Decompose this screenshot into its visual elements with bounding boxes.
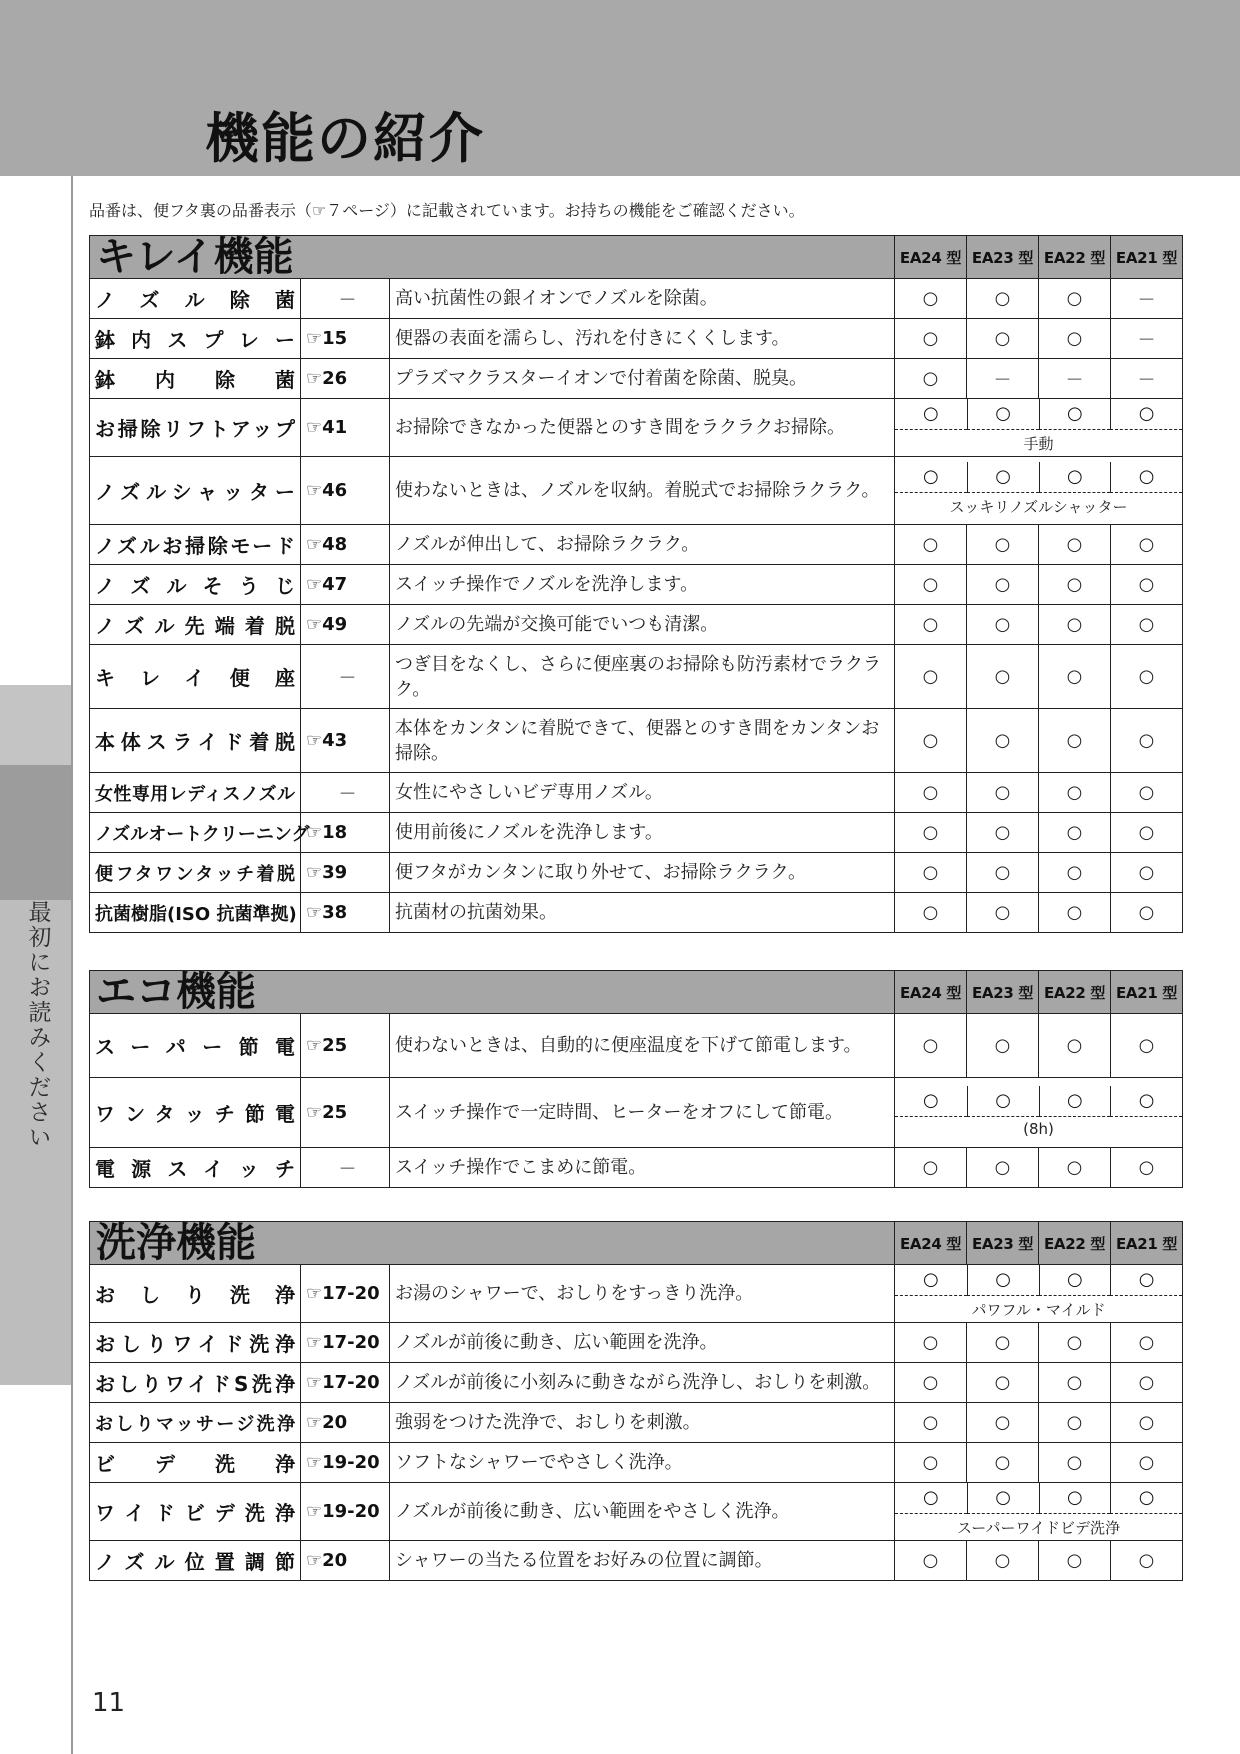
availability-mark: ○ [1110, 1483, 1182, 1514]
page-reference: ☞48 [301, 525, 390, 565]
availability-mark: ○ [895, 1014, 967, 1078]
availability-mark: ○ [895, 605, 967, 645]
feature-row [90, 1078, 1183, 1148]
feature-description: ノズルが前後に動き、広い範囲を洗浄。 [390, 1323, 895, 1363]
availability-mark: － [1111, 279, 1183, 319]
model-availability-group [895, 399, 1183, 457]
page-reference: ☞49 [301, 605, 390, 645]
availability-mark: ○ [967, 893, 1039, 933]
page-reference: ☞18 [301, 813, 390, 853]
availability-mark: ○ [895, 813, 967, 853]
feature-row [90, 893, 1183, 933]
availability-mark: ○ [895, 279, 967, 319]
availability-mark: ○ [1110, 1086, 1182, 1117]
availability-mark: ○ [1111, 853, 1183, 893]
availability-note: パワフル・マイルド [971, 1301, 1106, 1319]
model-header: EA21 型 [1111, 1222, 1183, 1265]
feature-row [90, 773, 1183, 813]
feature-name: ワンタッチ節電 [90, 1078, 301, 1148]
feature-table-wash [89, 1221, 1183, 1581]
intro-text: 品番は、便フタ裏の品番表示（☞７ページ）に記載されています。お持ちの機能をご確認ください。 [89, 201, 805, 220]
feature-description: 強弱をつけた洗浄で、おしりを刺激。 [390, 1403, 895, 1443]
page-reference: ☞17-20 [301, 1323, 390, 1363]
availability-mark: ○ [1039, 1403, 1111, 1443]
feature-description: スイッチ操作でノズルを洗浄します。 [390, 565, 895, 605]
availability-mark: ○ [1111, 813, 1183, 853]
availability-mark: ○ [1111, 645, 1183, 709]
availability-mark: ○ [1039, 813, 1111, 853]
availability-mark: ○ [1110, 1265, 1182, 1296]
model-header: EA23 型 [967, 971, 1039, 1014]
feature-name: スーパー節電 [90, 1014, 301, 1078]
availability-mark: ○ [967, 645, 1039, 709]
feature-row [90, 1363, 1183, 1403]
availability-mark: ○ [895, 1148, 967, 1188]
section-rows [90, 1014, 1183, 1188]
availability-mark: ○ [967, 1403, 1039, 1443]
feature-description: ノズルの先端が交換可能でいつも清潔。 [390, 605, 895, 645]
feature-name: おしり洗浄 [90, 1265, 301, 1323]
model-header: EA24 型 [895, 1222, 967, 1265]
feature-name: 鉢内スプレー [90, 319, 301, 359]
availability-mark: － [1111, 319, 1183, 359]
availability-mark: ○ [1111, 1403, 1183, 1443]
feature-name: おしりワイドS洗浄 [90, 1363, 301, 1403]
model-header: EA24 型 [895, 971, 967, 1014]
page-reference: ☞20 [301, 1403, 390, 1443]
availability-mark: ○ [967, 1443, 1039, 1483]
availability-mark: ○ [895, 1265, 967, 1296]
feature-name: ノズルシャッター [90, 457, 301, 525]
model-header: EA23 型 [967, 236, 1039, 279]
feature-name: 便フタワンタッチ着脱 [90, 853, 301, 893]
availability-note: スッキリノズルシャッター [949, 498, 1128, 516]
availability-mark: ○ [895, 462, 967, 493]
availability-mark: ○ [1039, 565, 1111, 605]
availability-mark: ○ [1039, 893, 1111, 933]
feature-row [90, 813, 1183, 853]
availability-mark: ○ [967, 709, 1039, 773]
page-reference: ☞17-20 [301, 1265, 390, 1323]
availability-mark: ○ [1111, 893, 1183, 933]
availability-mark: ○ [1111, 1323, 1183, 1363]
availability-grid [895, 399, 1182, 456]
page-title: 機能の紹介 [205, 107, 485, 170]
availability-mark: ○ [967, 1265, 1039, 1296]
availability-note: (8h) [1023, 1119, 1054, 1138]
availability-mark: ○ [967, 462, 1039, 493]
feature-table-eco [89, 970, 1183, 1188]
model-availability-group [895, 1078, 1183, 1148]
feature-row [90, 1483, 1183, 1541]
feature-description: 抗菌材の抗菌効果。 [390, 893, 895, 933]
model-header: EA22 型 [1039, 1222, 1111, 1265]
feature-name: ワイドビデ洗浄 [90, 1483, 301, 1541]
availability-grid [895, 1086, 1182, 1140]
feature-name: ノズルオートクリーニング [90, 813, 301, 853]
page-reference: ☞39 [301, 853, 390, 893]
availability-mark: ○ [1111, 1541, 1183, 1581]
feature-name: キレイ便座 [90, 645, 301, 709]
availability-mark: － [1111, 359, 1183, 399]
feature-description: ノズルが前後に小刻みに動きながら洗浄し、おしりを刺激。 [390, 1363, 895, 1403]
availability-mark: ○ [895, 893, 967, 933]
feature-row [90, 1265, 1183, 1323]
section-rows [90, 279, 1183, 933]
availability-mark: ○ [1039, 1014, 1111, 1078]
page-reference: － [301, 645, 390, 709]
feature-row [90, 1148, 1183, 1188]
availability-mark: ○ [1039, 525, 1111, 565]
feature-row [90, 457, 1183, 525]
feature-description: ノズルが前後に動き、広い範囲をやさしく洗浄。 [390, 1483, 895, 1541]
feature-description: 高い抗菌性の銀イオンでノズルを除菌。 [390, 279, 895, 319]
feature-name: ノズルそうじ [90, 565, 301, 605]
availability-mark: ○ [967, 1363, 1039, 1403]
feature-name: 本体スライド着脱 [90, 709, 301, 773]
model-header: EA24 型 [895, 236, 967, 279]
page-reference: － [301, 773, 390, 813]
feature-name: ビデ洗浄 [90, 1443, 301, 1483]
availability-mark: ○ [967, 1483, 1039, 1514]
availability-mark: ○ [1111, 1363, 1183, 1403]
availability-mark: ○ [1039, 1148, 1111, 1188]
section-title: 洗浄機能 [90, 1222, 895, 1265]
feature-description: お湯のシャワーで、おしりをすっきり洗浄。 [390, 1265, 895, 1323]
availability-mark: － [967, 359, 1039, 399]
availability-mark: ○ [967, 1014, 1039, 1078]
availability-mark: ○ [1111, 1443, 1183, 1483]
availability-mark: ○ [895, 359, 967, 399]
section-title: エコ機能 [90, 971, 895, 1014]
availability-mark: ○ [895, 773, 967, 813]
availability-mark: ○ [895, 1541, 967, 1581]
availability-mark: ○ [1039, 1265, 1111, 1296]
header-band [0, 0, 1240, 176]
availability-mark: ○ [1039, 1541, 1111, 1581]
page-reference: ☞46 [301, 457, 390, 525]
availability-mark: ○ [1039, 1086, 1111, 1117]
page-reference: － [301, 1148, 390, 1188]
availability-mark: ○ [895, 1363, 967, 1403]
feature-description: 使用前後にノズルを洗浄します。 [390, 813, 895, 853]
section-title: キレイ機能 [90, 236, 895, 279]
feature-row [90, 279, 1183, 319]
availability-mark: ○ [1111, 1148, 1183, 1188]
availability-mark: ○ [1039, 399, 1111, 430]
availability-note: 手動 [1023, 435, 1054, 453]
availability-mark: ○ [895, 565, 967, 605]
feature-name: 女性専用レディスノズル [90, 773, 301, 813]
side-tab [0, 765, 71, 900]
availability-mark: ○ [895, 399, 967, 430]
availability-mark: ○ [1039, 853, 1111, 893]
availability-mark: ○ [967, 279, 1039, 319]
feature-name: ノズル位置調節 [90, 1541, 301, 1581]
page-reference: ☞17-20 [301, 1363, 390, 1403]
availability-mark: ○ [1111, 565, 1183, 605]
availability-mark: ○ [1111, 709, 1183, 773]
feature-description: ノズルが伸出して、お掃除ラクラク。 [390, 525, 895, 565]
feature-row [90, 1541, 1183, 1581]
margin-line [71, 176, 73, 1754]
feature-row [90, 1323, 1183, 1363]
feature-description: プラズマクラスターイオンで付着菌を除菌、脱臭。 [390, 359, 895, 399]
availability-mark: ○ [1039, 1443, 1111, 1483]
page-reference: ☞19-20 [301, 1443, 390, 1483]
feature-row [90, 565, 1183, 605]
availability-mark: ○ [967, 773, 1039, 813]
availability-mark: ○ [967, 1323, 1039, 1363]
feature-row [90, 709, 1183, 773]
availability-mark: ○ [895, 319, 967, 359]
feature-description: つぎ目をなくし、さらに便座裏のお掃除も防汚素材でラクラク。 [390, 645, 895, 709]
availability-mark: ○ [1039, 645, 1111, 709]
availability-mark: ○ [1039, 1483, 1111, 1514]
availability-mark: ○ [967, 319, 1039, 359]
feature-description: 本体をカンタンに着脱できて、便器とのすき間をカンタンお掃除。 [390, 709, 895, 773]
availability-mark: ○ [967, 1541, 1039, 1581]
availability-mark: ○ [895, 709, 967, 773]
model-availability-group [895, 1265, 1183, 1323]
feature-name: おしりマッサージ洗浄 [90, 1403, 301, 1443]
section-header [90, 236, 1183, 279]
section-header [90, 1222, 1183, 1265]
availability-mark: ○ [1039, 605, 1111, 645]
availability-note: スーパーワイドビデ洗浄 [957, 1519, 1121, 1537]
feature-row [90, 853, 1183, 893]
model-header: EA22 型 [1039, 236, 1111, 279]
feature-row [90, 605, 1183, 645]
availability-mark: ○ [1039, 462, 1111, 493]
page-reference: ☞43 [301, 709, 390, 773]
feature-row [90, 359, 1183, 399]
availability-mark: ○ [895, 645, 967, 709]
availability-mark: ○ [1039, 773, 1111, 813]
feature-row [90, 1403, 1183, 1443]
feature-description: スイッチ操作で一定時間、ヒーターをオフにして節電。 [390, 1078, 895, 1148]
page-reference: ☞25 [301, 1078, 390, 1148]
model-header: EA21 型 [1111, 236, 1183, 279]
section-header [90, 971, 1183, 1014]
availability-mark: ○ [967, 525, 1039, 565]
availability-mark: ○ [895, 853, 967, 893]
feature-description: シャワーの当たる位置をお好みの位置に調節。 [390, 1541, 895, 1581]
availability-mark: ○ [1039, 279, 1111, 319]
model-header: EA21 型 [1111, 971, 1183, 1014]
feature-description: 便器の表面を濡らし、汚れを付きにくくします。 [390, 319, 895, 359]
page-reference: ☞20 [301, 1541, 390, 1581]
feature-description: ソフトなシャワーでやさしく洗浄。 [390, 1443, 895, 1483]
page-reference: ☞41 [301, 399, 390, 457]
availability-mark: ○ [1110, 462, 1182, 493]
availability-grid [895, 462, 1182, 519]
feature-name: ノズル先端着脱 [90, 605, 301, 645]
page-reference: ☞47 [301, 565, 390, 605]
feature-description: 便フタがカンタンに取り外せて、お掃除ラクラク。 [390, 853, 895, 893]
page-reference: ☞38 [301, 893, 390, 933]
availability-mark: ○ [967, 813, 1039, 853]
feature-description: スイッチ操作でこまめに節電。 [390, 1148, 895, 1188]
availability-mark: ○ [1111, 1014, 1183, 1078]
feature-row [90, 645, 1183, 709]
feature-row [90, 399, 1183, 457]
model-availability-group [895, 457, 1183, 525]
availability-mark: ○ [1039, 1323, 1111, 1363]
availability-mark: ○ [1110, 399, 1182, 430]
feature-name: ノズル除菌 [90, 279, 301, 319]
feature-description: 女性にやさしいビデ専用ノズル。 [390, 773, 895, 813]
availability-mark: ○ [1111, 605, 1183, 645]
availability-mark: ○ [895, 525, 967, 565]
page-reference: ☞15 [301, 319, 390, 359]
feature-description: 使わないときは、ノズルを収納。着脱式でお掃除ラクラク。 [390, 457, 895, 525]
feature-description: お掃除できなかった便器とのすき間をラクラクお掃除。 [390, 399, 895, 457]
page-reference: ☞26 [301, 359, 390, 399]
feature-name: 鉢内除菌 [90, 359, 301, 399]
feature-row [90, 319, 1183, 359]
availability-mark: ○ [967, 565, 1039, 605]
page-reference: ☞25 [301, 1014, 390, 1078]
availability-mark: ○ [967, 1086, 1039, 1117]
availability-mark: ○ [967, 605, 1039, 645]
availability-mark: ○ [1039, 319, 1111, 359]
feature-row [90, 525, 1183, 565]
availability-mark: ○ [895, 1323, 967, 1363]
availability-mark: ○ [1039, 709, 1111, 773]
model-header: EA22 型 [1039, 971, 1111, 1014]
feature-description: 使わないときは、自動的に便座温度を下げて節電します。 [390, 1014, 895, 1078]
feature-name: お掃除リフトアップ [90, 399, 301, 457]
feature-row [90, 1014, 1183, 1078]
availability-mark: ○ [1111, 525, 1183, 565]
availability-mark: ○ [895, 1443, 967, 1483]
feature-row [90, 1443, 1183, 1483]
availability-grid [895, 1265, 1182, 1322]
availability-grid [895, 1483, 1182, 1540]
availability-mark: ○ [895, 1403, 967, 1443]
side-tab-upper [0, 685, 71, 765]
feature-table-kirei [89, 235, 1183, 933]
section-rows [90, 1265, 1183, 1581]
availability-mark: ○ [1039, 1363, 1111, 1403]
page-reference: － [301, 279, 390, 319]
page-reference: ☞19-20 [301, 1483, 390, 1541]
feature-name: 電源スイッチ [90, 1148, 301, 1188]
page-number: 11 [92, 1688, 126, 1718]
availability-mark: ○ [895, 1086, 967, 1117]
availability-mark: ○ [967, 1148, 1039, 1188]
availability-mark: ○ [967, 399, 1039, 430]
feature-name: おしりワイド洗浄 [90, 1323, 301, 1363]
model-availability-group [895, 1483, 1183, 1541]
availability-mark: ○ [1111, 773, 1183, 813]
side-tab-label: 最初にお読みください [24, 900, 51, 1150]
feature-name: ノズルお掃除モード [90, 525, 301, 565]
feature-name: 抗菌樹脂(ISO 抗菌準拠) [90, 893, 301, 933]
availability-mark: － [1039, 359, 1111, 399]
model-header: EA23 型 [967, 1222, 1039, 1265]
availability-mark: ○ [967, 853, 1039, 893]
availability-mark: ○ [895, 1483, 967, 1514]
